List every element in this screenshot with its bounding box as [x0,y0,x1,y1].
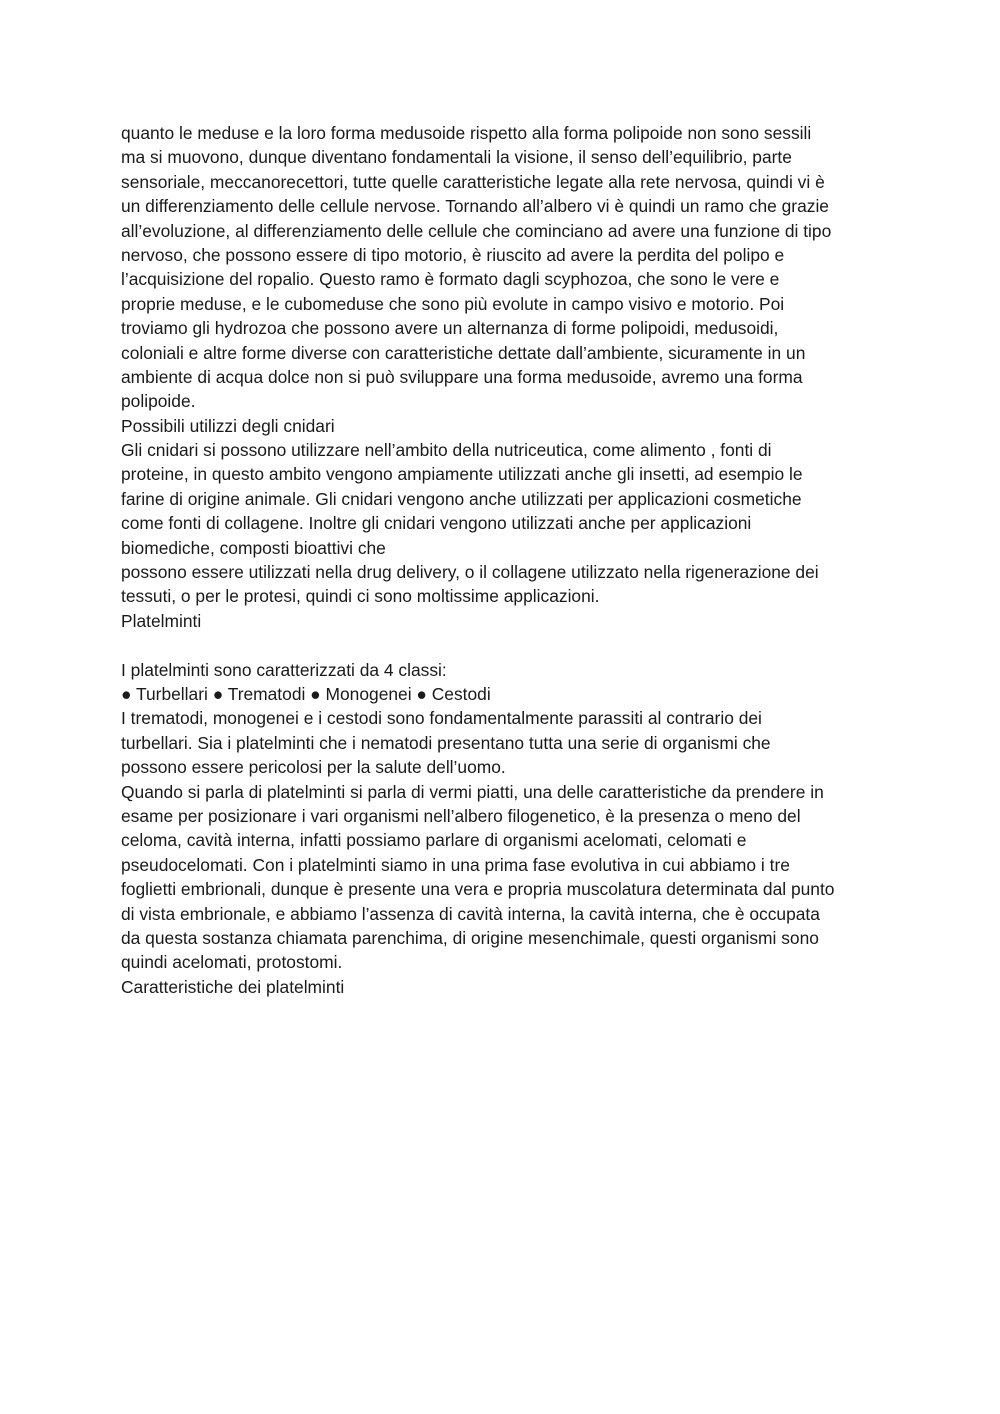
text-line: I trematodi, monogenei e i cestodi sono fondamentalmente parassiti al contrario dei [121,708,762,729]
text-line: possono essere utilizzati nella drug delivery, o il collagene utilizzato nella rigenerazione dei [121,562,819,583]
text-line: come fonti di collagene. Inoltre gli cnidari vengono utilizzati anche per applicazioni [121,513,752,534]
text-line: coloniali e altre forme diverse con caratteristiche dettate dall’ambiente, sicuramente in un [121,342,806,363]
text-line: ma si muovono, dunque diventano fondamentali la visione, il senso dell’equilibrio, parte [121,147,792,168]
section-heading: Possibili utilizzi degli cnidari [121,415,335,436]
blank-line [121,633,891,657]
bullet-list-line: ● Turbellari ● Trematodi ● Monogenei ● Cestodi [121,683,491,704]
text-line: tessuti, o per le protesi, quindi ci sono moltissime applicazioni. [121,586,600,607]
text-line: da questa sostanza chiamata parenchima, di origine mesenchimale, questi organismi sono [121,927,819,948]
text-line: ambiente di acqua dolce non si può sviluppare una forma medusoide, avremo una forma [121,366,803,387]
text-line: Gli cnidari si possono utilizzare nell’ambito della nutriceutica, come alimento , fonti di [121,440,772,461]
text-line: quanto le meduse e la loro forma medusoide rispetto alla forma polipoide non sono sessili [121,123,812,143]
text-line: turbellari. Sia i platelminti che i nematodi presentano tutta una serie di organismi che [121,732,771,753]
text-line: possono essere pericolosi per la salute dell’uomo. [121,757,506,778]
text-line: pseudocelomati. Con i platelminti siamo in una prima fase evolutiva in cui abbiamo i tre [121,854,790,875]
text-line: polipoide. [121,391,196,412]
text-line: troviamo gli hydrozoa che possono avere un alternanza di forme polipoidi, medusoidi, [121,318,779,339]
section-heading: Caratteristiche dei platelminti [121,976,345,997]
text-line: biomediche, composti bioattivi che [121,537,386,558]
text-line: foglietti embrionali, dunque è presente una vera e propria muscolatura determinata dal punto [121,879,835,900]
text-line: all’evoluzione, al differenziamento delle cellule che cominciano ad avere una funzione di tipo [121,220,832,241]
text-line: esame per posizionare i vari organismi nell’albero filogenetico, è la presenza o meno del [121,805,801,826]
text-line: di vista embrionale, e abbiamo l’assenza di cavità interna, la cavità interna, che è occupata [121,903,820,924]
document-page [121,121,891,999]
text-line: l’acquisizione del ropalio. Questo ramo è formato dagli scyphozoa, che sono le vere e [121,269,780,290]
text-line: un differenziamento delle cellule nervose. Tornando all’albero vi è quindi un ramo che grazie [121,196,829,217]
text-line: nervoso, che possono essere di tipo motorio, è riuscito ad avere la perdita del polipo e [121,244,785,265]
text-line: I platelminti sono caratterizzati da 4 classi: [121,659,447,680]
text-line: proprie meduse, e le cubomeduse che sono più evolute in campo visivo e motorio. Poi [121,293,785,314]
text-line: sensoriale, meccanorecettori, tutte quelle caratteristiche legate alla rete nervosa, quindi vi è [121,171,825,192]
text-line: farine di origine animale. Gli cnidari vengono anche utilizzati per applicazioni cosmetiche [121,488,802,509]
text-line: Quando si parla di platelminti si parla di vermi piatti, una delle caratteristiche da prendere in [121,781,824,802]
text-line: proteine, in questo ambito vengono ampiamente utilizzati anche gli insetti, ad esempio le [121,464,803,485]
text-line: celoma, cavità interna, infatti possiamo parlare di organismi acelomati, celomati e [121,830,747,851]
text-line: quindi acelomati, protostomi. [121,952,343,973]
section-heading: Platelminti [121,610,202,631]
